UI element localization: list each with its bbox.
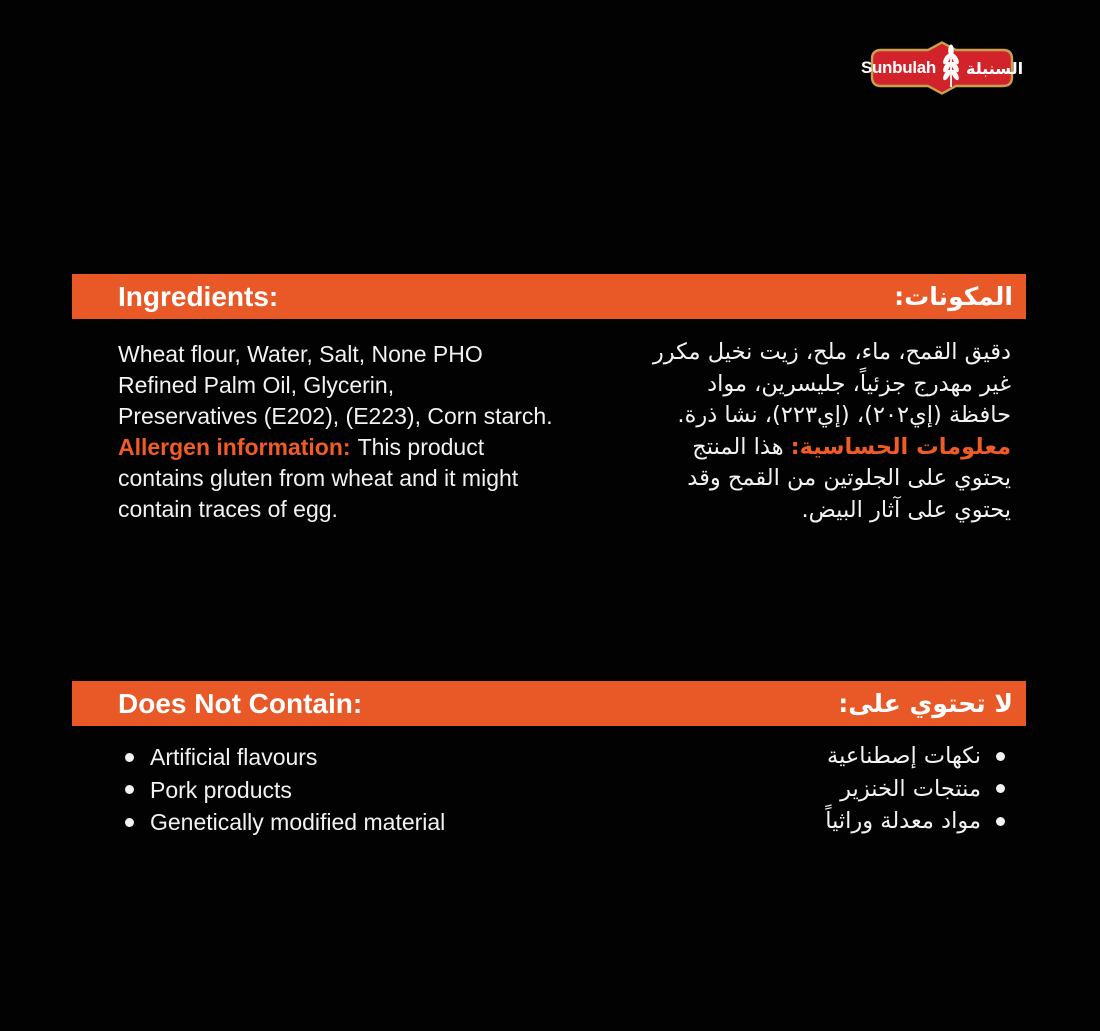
list-item-label: مواد معدلة وراثياً <box>825 808 981 834</box>
does-not-contain-list-ar <box>825 740 1008 838</box>
bullet-icon <box>996 784 1005 793</box>
allergen-line <box>118 432 553 463</box>
allergen-line-ar: يحتوي على آثار البيض. <box>801 496 1011 523</box>
allergen-label-en: Allergen information: <box>118 434 351 460</box>
wheat-icon <box>941 42 961 88</box>
ingredients-text-en <box>118 339 553 525</box>
does-not-contain-header-bar <box>72 681 1026 726</box>
does-not-contain-title-en: Does Not Contain: <box>118 687 363 719</box>
list-item <box>118 774 445 807</box>
ingredients-text-ar <box>653 337 1011 526</box>
does-not-contain-list-en <box>118 741 445 839</box>
ingredients-line-ar: غير مهدرج جزئياً، جليسرين، مواد <box>707 370 1011 397</box>
ingredients-line-ar: حافظة (إي٢٠٢)، (إي٢٢٣)، نشا ذرة. <box>677 402 1011 428</box>
list-item-label: Artificial flavours <box>150 744 318 770</box>
allergen-line: contains gluten from wheat and it might <box>118 465 519 491</box>
ingredients-line: Wheat flour, Water, Salt, None PHO <box>118 341 483 367</box>
ingredients-line: Refined Palm Oil, Glycerin, <box>118 372 395 398</box>
allergen-label-ar: معلومات الحساسية: <box>790 433 1011 460</box>
ingredients-title-ar: المكونات: <box>894 282 1013 311</box>
ingredients-line-ar: دقيق القمح، ماء، ملح، زيت نخيل مكرر <box>652 339 1011 365</box>
allergen-text-en: This product <box>357 434 485 460</box>
list-item <box>825 740 1008 773</box>
bullet-icon <box>125 818 134 827</box>
list-item-label: Pork products <box>150 776 292 803</box>
ingredients-header-bar <box>72 274 1026 319</box>
list-item <box>118 741 445 774</box>
list-item-label: منتجات الخنزير <box>840 775 981 802</box>
brand-name-en: Sunbulah <box>860 58 936 77</box>
allergen-text-ar: هذا المنتج <box>692 433 784 460</box>
does-not-contain-title-ar: لا تحتوي على: <box>838 689 1013 718</box>
list-item-label: Genetically modified material <box>150 809 446 835</box>
ingredients-line: Preservatives (E202), (E223), Corn starch. <box>118 403 553 429</box>
list-item <box>825 805 1008 838</box>
allergen-line-ar <box>653 432 1011 464</box>
brand-logo <box>860 41 1024 95</box>
ingredients-title-en: Ingredients: <box>118 280 279 312</box>
bullet-icon <box>996 752 1005 761</box>
bullet-icon <box>125 785 134 794</box>
bullet-icon <box>125 753 134 762</box>
list-item-label: نكهات إصطناعية <box>827 743 981 769</box>
allergen-line: contain traces of egg. <box>118 496 338 522</box>
list-item <box>825 773 1008 806</box>
brand-name-ar: السنبلة <box>965 58 1024 78</box>
bullet-icon <box>996 817 1005 826</box>
list-item <box>118 806 445 839</box>
allergen-line-ar: يحتوي على الجلوتين من القمح وقد <box>687 465 1011 491</box>
